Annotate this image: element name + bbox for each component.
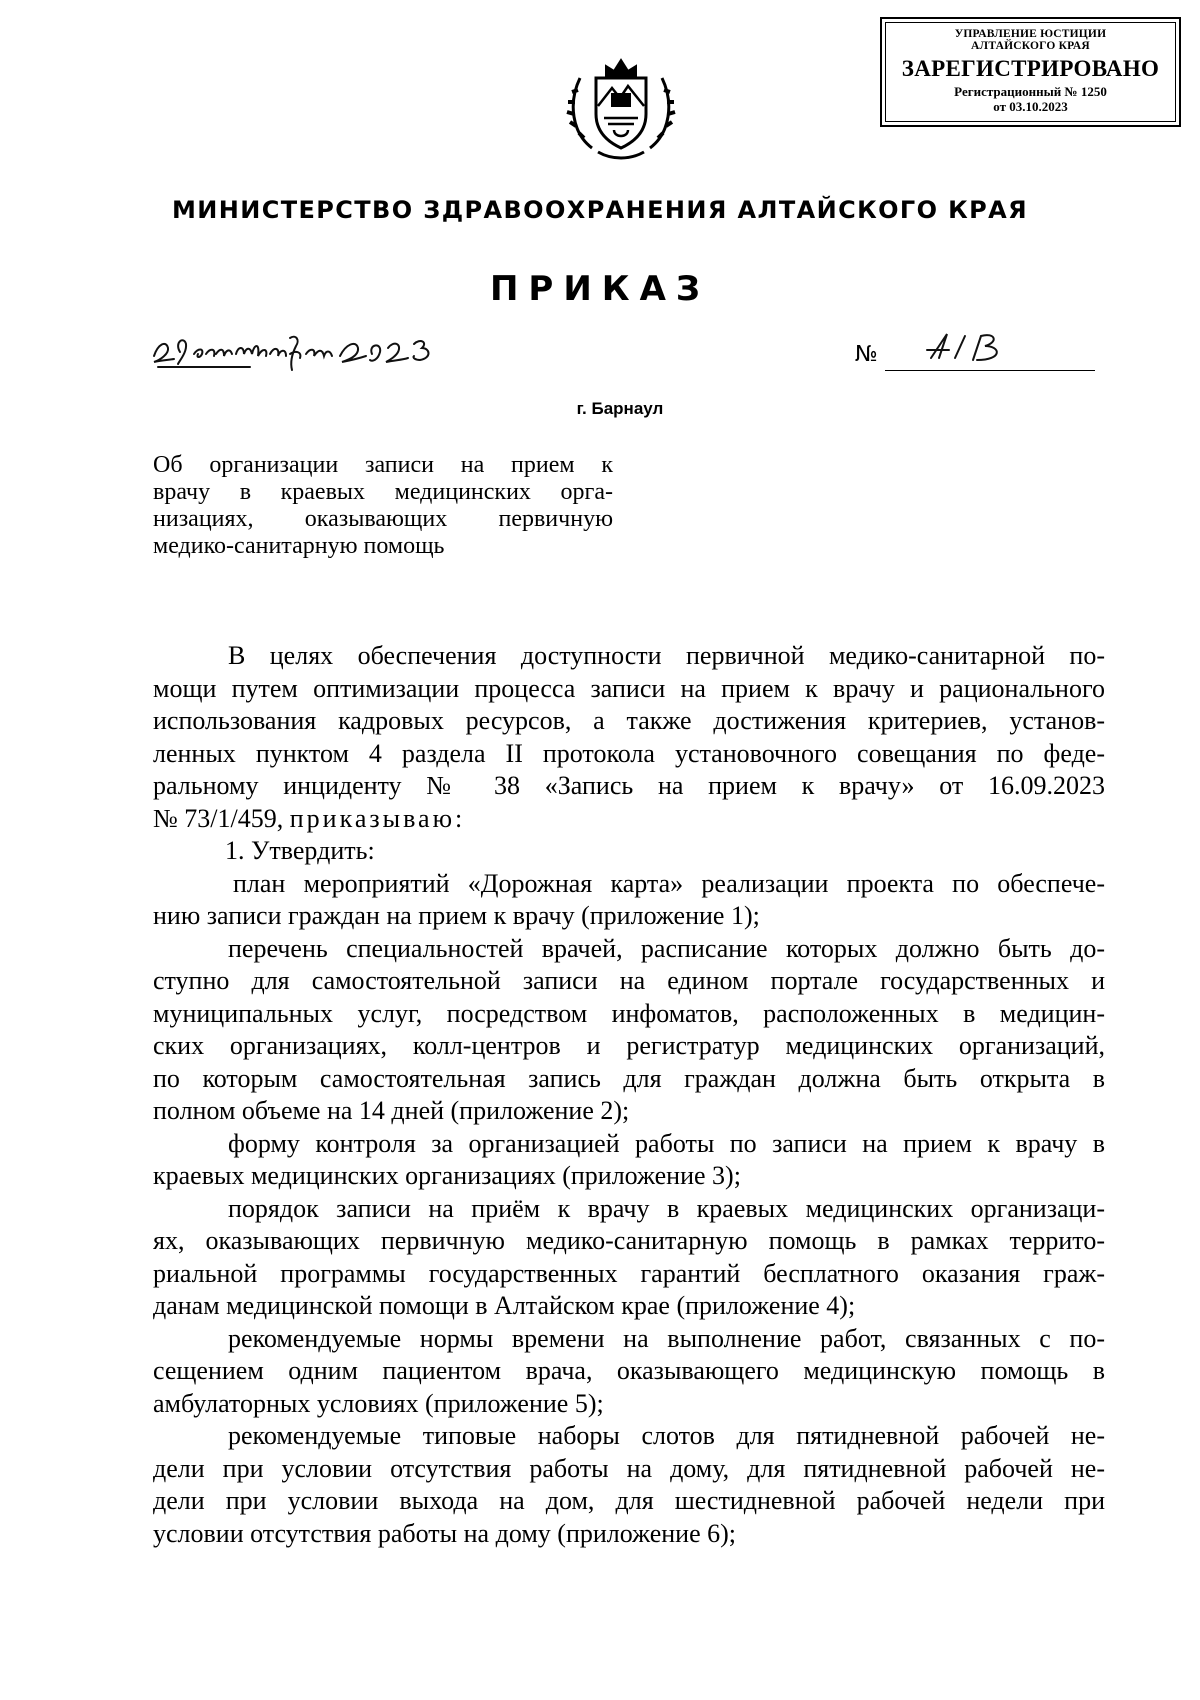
body-line	[153, 803, 1105, 836]
subject-line: врачу в краевых медицинских орга-	[153, 479, 613, 505]
handwritten-order-number	[917, 328, 1017, 368]
body-line: амбулаторных условиях (приложение 5);	[153, 1388, 604, 1418]
document-type-title: ПРИКАЗ	[489, 269, 711, 309]
body-line: план мероприятий «Дорожная карта» реализации проекта по обеспече-	[233, 868, 1105, 898]
body-line: риальной программы государственных гарантий бесплатного оказания граж-	[153, 1258, 1105, 1288]
body-line: рекомендуемые типовые наборы слотов для пятидневной рабочей не-	[228, 1421, 1105, 1450]
body-line: рекомендуемые нормы времени на выполнение работ, связанных с по-	[228, 1323, 1105, 1353]
stamp-org-line2: АЛТАЙСКОГО КРАЯ	[971, 40, 1090, 52]
item-heading: 1. Утвердить:	[225, 836, 375, 865]
body-line: краевых медицинских организациях (приложение 3);	[153, 1161, 741, 1190]
body-line: муниципальных услуг, посредством инфоматов, расположенных в медицин-	[153, 998, 1105, 1028]
stamp-status: ЗАРЕГИСТРИРОВАНО	[901, 56, 1160, 81]
body-line: В целях обеспечения доступности первичной медико-санитарной по-	[228, 641, 1105, 670]
body-line: ских организациях, колл-центров и регистратур медицинских организаций,	[153, 1031, 1105, 1060]
stamp-reg-date: от 03.10.2023	[993, 99, 1068, 114]
subject-line: Об организации записи на прием к	[153, 452, 613, 478]
coat-of-arms-icon	[562, 48, 680, 166]
stamp-inner-frame	[885, 22, 1176, 122]
body-line: дели при условии выхода на дом, для шестидневной рабочей недели при	[153, 1486, 1105, 1515]
body-line: полном объеме на 14 дней (приложение 2);	[153, 1096, 630, 1125]
city-name	[0, 399, 1200, 419]
body-line: ральному инциденту № 38 «Запись на прием к врачу» от 16.09.2023	[153, 771, 1105, 800]
order-subject	[153, 452, 613, 560]
body-line: форму контроля за организацией работы по записи на прием к врачу в	[228, 1128, 1105, 1158]
body-line: условии отсутствия работы на дому (приложение 6);	[153, 1518, 737, 1548]
body-line: дели при условии отсутствия работы на дому, для пятидневной рабочей не-	[153, 1453, 1105, 1483]
subject-line: низациях, оказывающих первичную	[153, 506, 613, 532]
registration-stamp	[880, 17, 1181, 127]
subject-line: медико-санитарную помощь	[153, 533, 445, 559]
stamp-reg-number: Регистрационный № 1250	[954, 84, 1107, 99]
body-line: ях, оказывающих первичную медико-санитарную помощь в рамках террито-	[153, 1226, 1105, 1255]
stamp-org-line1: УПРАВЛЕНИЕ ЮСТИЦИИ	[954, 28, 1107, 40]
number-label: №	[855, 342, 878, 367]
body-line: ступно для самостоятельной записи на едином портале государственных и	[153, 966, 1105, 995]
body-line: использования кадровых ресурсов, а также достижения критериев, установ-	[153, 706, 1105, 735]
body-line: перечень специальностей врачей, расписание которых должно быть до-	[228, 933, 1105, 963]
order-ref-text: № 73/1/459,	[153, 803, 290, 833]
order-verb: приказываю:	[289, 803, 466, 833]
body-line: сещением одним пациентом врача, оказывающего медицинскую помощь в	[153, 1356, 1105, 1385]
body-line: по которым самостоятельная запись для граждан должна быть открыта в	[153, 1063, 1105, 1093]
body-line: ленных пунктом 4 раздела II протокола установочного совещания по феде-	[153, 738, 1105, 768]
city-text: г. Барнаул	[576, 399, 664, 418]
handwritten-date-signature	[150, 326, 460, 372]
number-underline	[885, 370, 1095, 371]
body-line: порядок записи на приём к врачу в краевых медицинских организаци-	[228, 1193, 1105, 1223]
body-line: мощи путем оптимизации процесса записи на прием к врачу и рационального	[153, 673, 1105, 703]
order-number-field	[855, 332, 1095, 372]
body-line: данам медицинской помощи в Алтайском крае (приложение 4);	[153, 1291, 856, 1320]
body-line: нию записи граждан на прием к врачу (приложение 1);	[153, 901, 760, 930]
ministry-name: МИНИСТЕРСТВО ЗДРАВООХРАНЕНИЯ АЛТАЙСКОГО КРАЯ	[171, 196, 1029, 224]
order-body	[153, 640, 1105, 1550]
